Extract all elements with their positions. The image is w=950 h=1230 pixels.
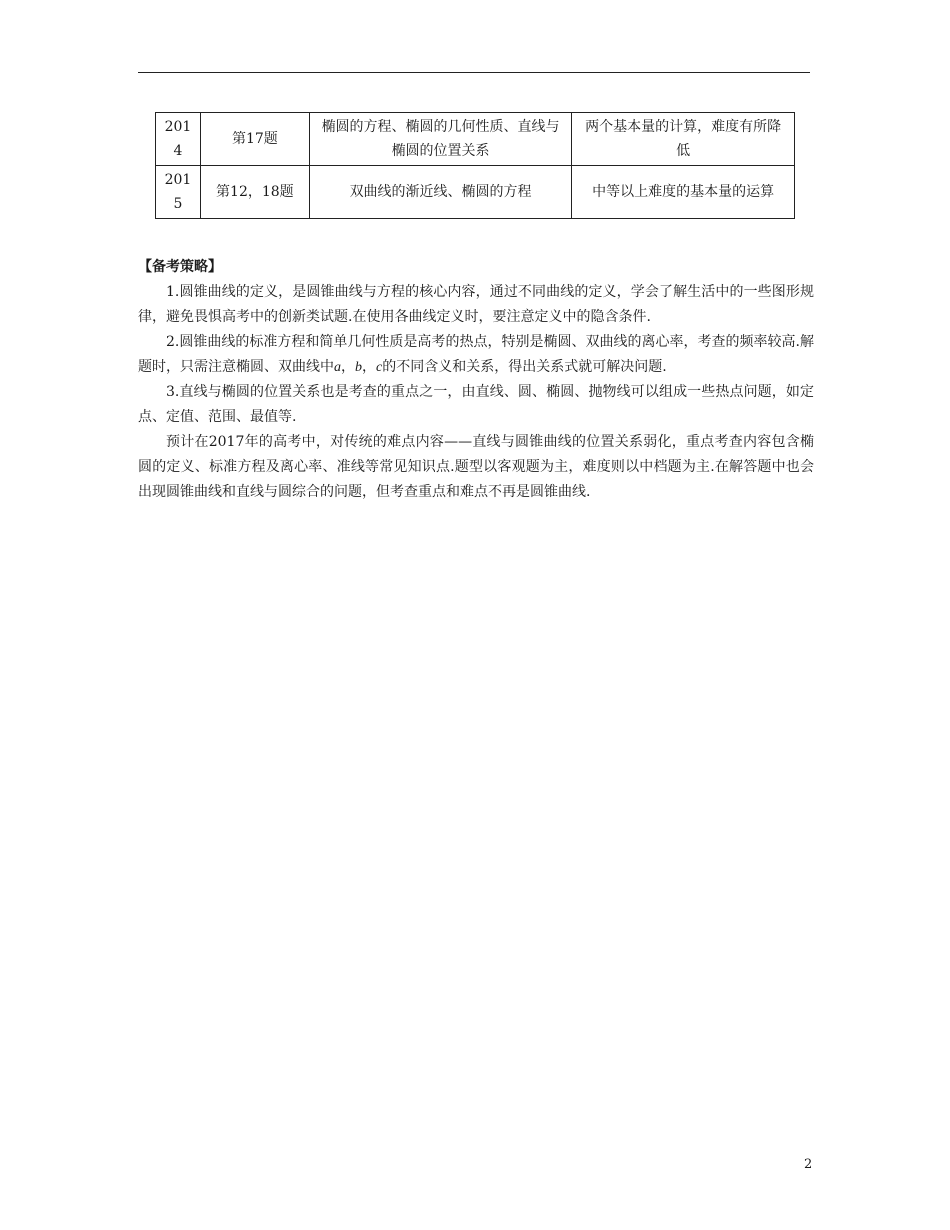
separator: ， <box>341 359 355 375</box>
variable-a: a <box>334 360 341 375</box>
paragraph-4: 预计在2017年的高考中，对传统的难点内容——直线与圆锥曲线的位置关系弱化，重点考查内容包含椭圆的定义、标准方程及离心率、准线等常见知识点.题型以客观题为主，难度则以中档题为主.在解答题中也会出现圆锥曲线和直线与圆综合的问题，但考查重点和难点不再是圆锥曲线. <box>138 434 814 500</box>
note-cell: 中等以上难度的基本量的运算 <box>572 166 795 219</box>
separator: ， <box>362 359 376 375</box>
year-cell: 2014 <box>156 113 201 166</box>
topic-cell: 双曲线的渐近线、椭圆的方程 <box>309 166 572 219</box>
topic-cell: 椭圆的方程、椭圆的几何性质、直线与椭圆的位置关系 <box>309 113 572 166</box>
paragraph-2-text-a: 2.圆锥曲线的标准方程和简单几何性质是高考的热点，特别是椭圆、双曲线的离心率，考查的频率较高.解题时，只需注意椭圆、双曲线中 <box>138 334 814 375</box>
strategy-section <box>138 255 814 505</box>
table-row <box>156 113 795 166</box>
variable-b: b <box>355 360 362 375</box>
exam-analysis-table <box>155 112 795 219</box>
year-cell: 2015 <box>156 166 201 219</box>
header-rule <box>138 72 810 73</box>
paragraph-3: 3.直线与椭圆的位置关系也是考查的重点之一，由直线、圆、椭圆、抛物线可以组成一些热点问题，如定点、定值、范围、最值等. <box>138 384 814 425</box>
question-cell: 第12，18题 <box>200 166 309 219</box>
paragraph-2-text-b: 的不同含义和关系，得出关系式就可解决问题. <box>382 359 667 375</box>
note-cell: 两个基本量的计算，难度有所降低 <box>572 113 795 166</box>
table-row <box>156 166 795 219</box>
paragraph-1: 1.圆锥曲线的定义，是圆锥曲线与方程的核心内容，通过不同曲线的定义，学会了解生活中的一些图形规律，避免畏惧高考中的创新类试题.在使用各曲线定义时，要注意定义中的隐含条件. <box>138 284 814 325</box>
paragraph-2 <box>138 330 814 380</box>
page-number: 2 <box>804 1157 813 1172</box>
section-title: 【备考策略】 <box>138 259 222 275</box>
variable-c: c <box>376 360 383 375</box>
question-cell: 第17题 <box>200 113 309 166</box>
